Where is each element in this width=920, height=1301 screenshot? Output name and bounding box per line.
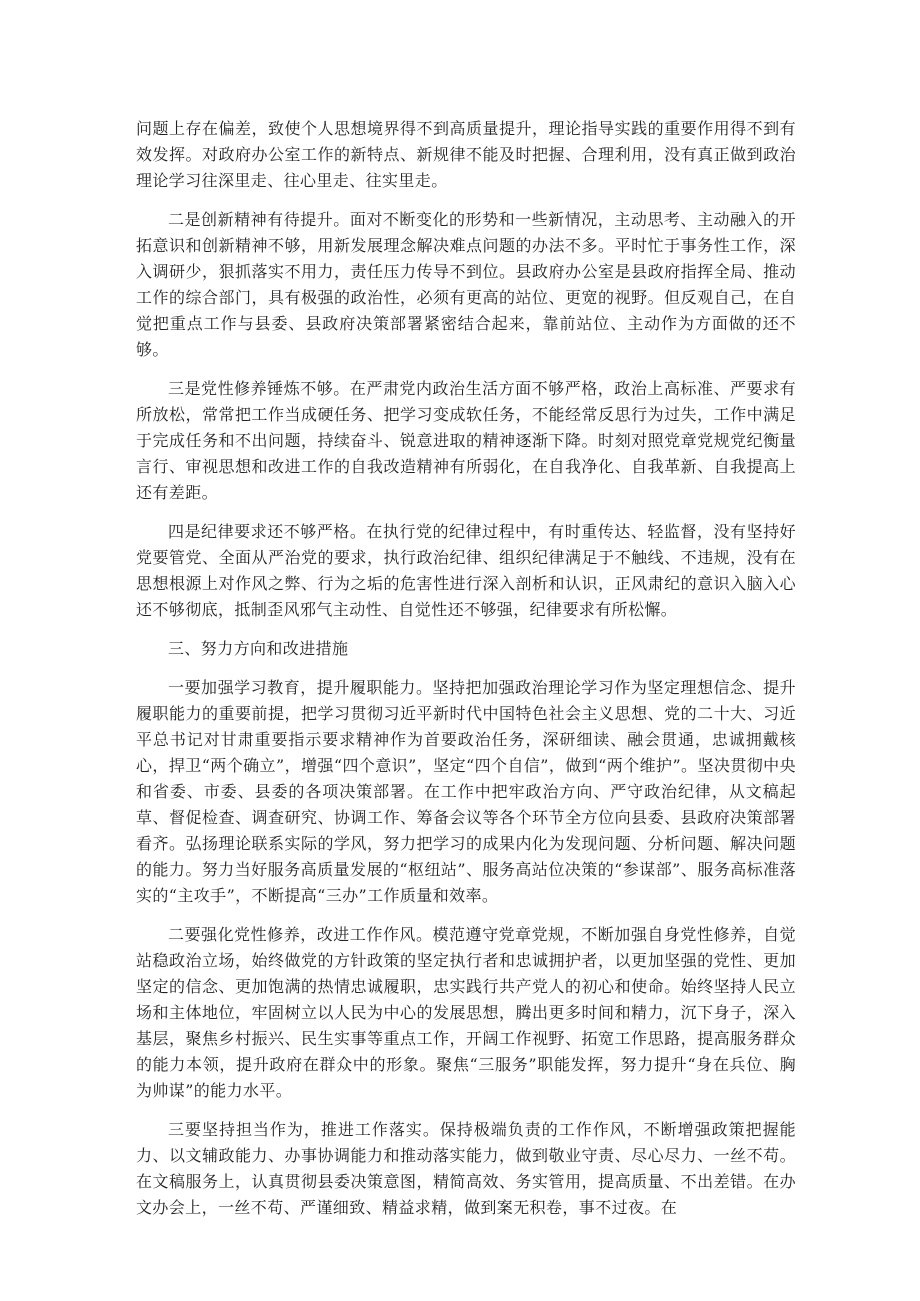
document-body — [136, 116, 796, 1234]
section-heading: 三、努力方向和改进措施 — [168, 639, 349, 658]
paragraph-implementation: 三要坚持担当作为，推进工作落实。保持极端负责的工作作风，不断增强政策把握能力、以文辅政能力、办事协调能力和推动落实能力，做到敬业守责、尽心尽力、一丝不苟。在文稿服务上，认真贯彻县委决策意图，精简高效、务实管用，提高质量、不出差错。在办文办会上，一丝不苟、严谨细致、精益求精，做到案无积卷，事不过夜。在 — [136, 1120, 796, 1217]
paragraph-continuation: 问题上存在偏差，致使个人思想境界得不到高质量提升，理论指导实践的重要作用得不到有效发挥。对政府办公室工作的新特点、新规律不能及时把握、合理利用，没有真正做到政治理论学习往深里走、往心里走、往实里走。 — [136, 119, 796, 190]
paragraph-innovation: 二是创新精神有待提升。面对不断变化的形势和一些新情况，主动思考、主动融入的开拓意识和创新精神不够，用新发展理念解决难点问题的办法不多。平时忙于事务性工作，深入调研少，狠抓落实不用力，责任压力传导不到位。县政府办公室是县政府指挥全局、推动工作的综合部门，具有极强的政治性，必须有更高的站位、更宽的视野。但反观自己，在自觉把重点工作与县委、县政府决策部署紧密结合起来，靠前站位、主动作为方面做的还不够。 — [136, 210, 796, 359]
paragraph-party-spirit: 三是党性修养锤炼不够。在严肃党内政治生活方面不够严格，政治上高标准、严要求有所放松，常常把工作当成硬任务、把学习变成软任务，不能经常反思行为过失，工作中满足于完成任务和不出问题，持续奋斗、锐意进取的精神逐渐下降。时刻对照党章党规党纪衡量言行、审视思想和改进工作的自我改造精神有所弱化，在自我净化、自我革新、自我提高上还有差距。 — [136, 379, 796, 502]
paragraph-discipline: 四是纪律要求还不够严格。在执行党的纪律过程中，有时重传达、轻监督，没有坚持好党要管党、全面从严治党的要求，执行政治纪律、组织纪律满足于不触线、不违规，没有在思想根源上对作风之弊、行为之垢的危害性进行深入剖析和认识，正风肃纪的意识入脑入心还不够彻底，抵制歪风邪气主动性、自觉性还不够强，纪律要求有所松懈。 — [136, 522, 796, 619]
paragraph-work-style: 二要强化党性修养，改进工作作风。模范遵守党章党规，不断加强自身党性修养，自觉站稳政治立场，始终做党的方针政策的坚定执行者和忠诚拥护者，以更加坚强的党性、更加坚定的信念、更加饱满的热情忠诚履职，忠实践行共产党人的初心和使命。始终坚持人民立场和主体地位，牢固树立以人民为中心的发展思想，腾出更多时间和精力，沉下身子，深入基层，聚焦乡村振兴、民生实事等重点工作，开阔工作视野、拓宽工作思路，提高服务群众的能力本领，提升政府在群众中的形象。聚焦“三服务”职能发挥，努力提升“身在兵位、胸为帅谋”的能力水平。 — [136, 925, 796, 1100]
paragraph-study-education: 一要加强学习教育，提升履职能力。坚持把加强政治理论学习作为坚定理想信念、提升履职能力的重要前提，把学习贯彻习近平新时代中国特色社会主义思想、党的二十大、习近平总书记对甘肃重要指示要求精神作为首要政治任务，深研细读、融会贯通，忠诚拥戴核心，捍卫“两个确立”，增强“四个意识”，坚定“四个自信”，做到“两个维护”。坚决贯彻中央和省委、市委、县委的各项决策部署。在工作中把牢政治方向、严守政治纪律，从文稿起草、督促检查、调查研究、协调工作、筹备会议等各个环节全方位向县委、县政府决策部署看齐。弘扬理论联系实际的学风，努力把学习的成果内化为发现问题、分析问题、解决问题的能力。努力当好服务高质量发展的“枢纽站”、服务高站位决策的“参谋部”、服务高标准落实的“主攻手”，不断提高“三办”工作质量和效率。 — [136, 678, 796, 905]
